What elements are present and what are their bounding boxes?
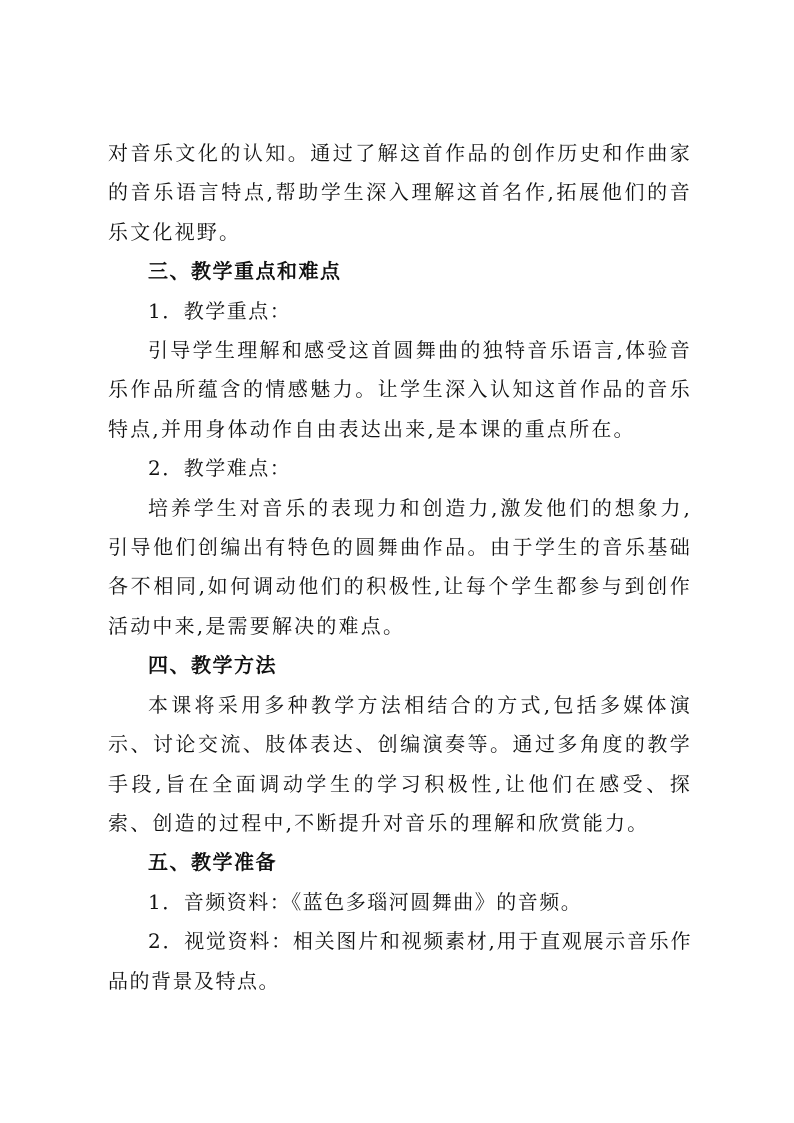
document-page <box>108 134 692 1001</box>
section-heading-4: 四、教学方法 <box>148 653 277 678</box>
item-audio-materials: 1．音频资料：《蓝色多瑙河圆舞曲》的音频。 <box>148 889 583 914</box>
section-heading-3: 三、教学重点和难点 <box>148 259 342 284</box>
subheading-difficulties: 2．教学难点： <box>148 456 292 481</box>
paragraph-intro: 对音乐文化的认知。通过了解这首作品的创作历史和作曲家的音乐语言特点,帮助学生深入理解这首名作,拓展他们的音乐文化视野。 <box>108 141 692 244</box>
paragraph-key-points: 引导学生理解和感受这首圆舞曲的独特音乐语言,体验音乐作品所蕴含的情感魅力。让学生深入认知这首作品的音乐特点,并用身体动作自由表达出来,是本课的重点所在。 <box>108 338 692 441</box>
item-visual-materials: 2．视觉资料：相关图片和视频素材,用于直观展示音乐作品的背景及特点。 <box>108 929 692 993</box>
section-heading-5: 五、教学准备 <box>148 850 277 875</box>
subheading-key-points: 1．教学重点： <box>148 298 292 323</box>
paragraph-difficulties: 培养学生对音乐的表现力和创造力,激发他们的想象力,引导他们创编出有特色的圆舞曲作品。由于学生的音乐基础各不相同,如何调动他们的积极性,让每个学生都参与到创作活动中来,是需要解决的难点。 <box>108 495 692 638</box>
paragraph-methods: 本课将采用多种教学方法相结合的方式,包括多媒体演示、讨论交流、肢体表达、创编演奏等。通过多角度的教学手段,旨在全面调动学生的学习积极性,让他们在感受、探索、创造的过程中,不断提升对音乐的理解和欣赏能力。 <box>108 692 692 835</box>
